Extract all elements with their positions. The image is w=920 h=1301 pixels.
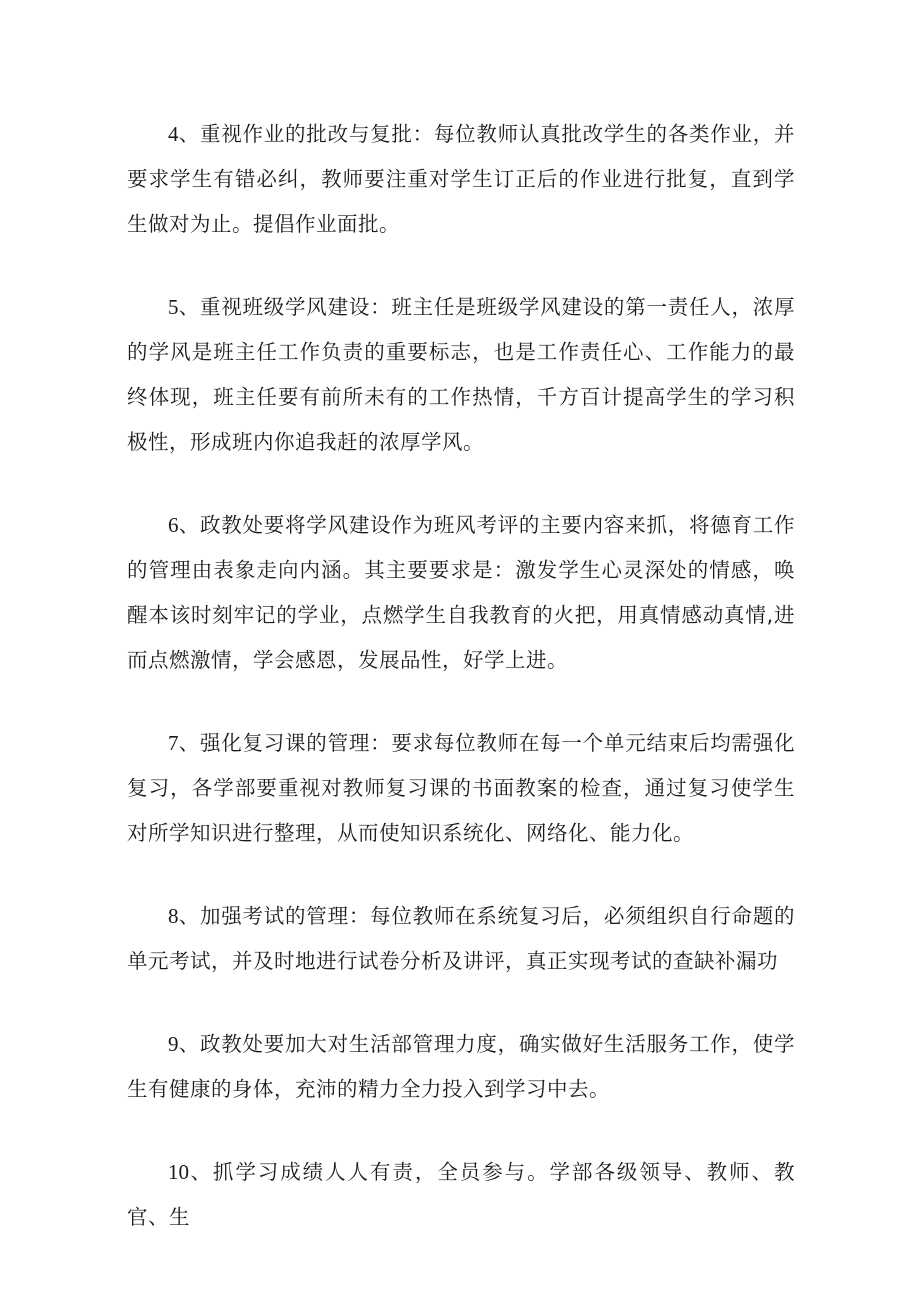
- paragraph-9: [127, 1022, 795, 1112]
- paragraph-6: [127, 503, 795, 683]
- paragraph-text: 、重视班级学风建设：班主任是班级学风建设的第一责任人，浓厚的学风是班主任工作负责的重要标志，也是工作责任心、工作能力的最终体现，班主任要有前所未有的工作热情，千方百计提高学生的学习积极性，形成班内你追我赶的浓厚学风。: [127, 295, 795, 454]
- paragraph-number: 6: [168, 513, 179, 537]
- paragraph-text: 、重视作业的批改与复批：每位教师认真批改学生的各类作业，并要求学生有错必纠，教师要注重对学生订正后的作业进行批复，直到学生做对为止。提倡作业面批。: [127, 122, 795, 236]
- paragraph-text: 、政教处要加大对生活部管理力度，确实做好生活服务工作，使学生有健康的身体，充沛的精力全力投入到学习中去。: [127, 1032, 795, 1101]
- paragraph-5: [127, 285, 795, 465]
- paragraph-7: [127, 721, 795, 856]
- document-body: [127, 112, 795, 1278]
- paragraph-text: 、抓学习成绩人人有责，全员参与。学部各级领导、教师、教官、生: [127, 1160, 795, 1229]
- paragraph-number: 5: [168, 295, 179, 319]
- paragraph-text: 、加强考试的管理：每位教师在系统复习后，必须组织自行命题的单元考试，并及时地进行试卷分析及讲评，真正实现考试的查缺补漏功: [127, 904, 795, 973]
- paragraph-text: 、政教处要将学风建设作为班风考评的主要内容来抓，将德育工作的管理由表象走向内涵。其主要要求是：激发学生心灵深处的情感，唤醒本该时刻牢记的学业，点燃学生自我教育的火把，用真情感动真情,进而点燃激情，学会感恩，发展品性，好学上进。: [127, 513, 795, 672]
- paragraph-number: 8: [168, 904, 179, 928]
- paragraph-number: 10: [168, 1160, 189, 1184]
- paragraph-text: 、强化复习课的管理：要求每位教师在每一个单元结束后均需强化复习，各学部要重视对教师复习课的书面教案的检查，通过复习使学生对所学知识进行整理，从而使知识系统化、网络化、能力化。: [127, 731, 795, 845]
- paragraph-number: 4: [168, 122, 179, 146]
- paragraph-number: 7: [168, 731, 179, 755]
- paragraph-8: [127, 894, 795, 984]
- paragraph-10: [127, 1150, 795, 1240]
- paragraph-number: 9: [168, 1032, 179, 1056]
- paragraph-4: [127, 112, 795, 247]
